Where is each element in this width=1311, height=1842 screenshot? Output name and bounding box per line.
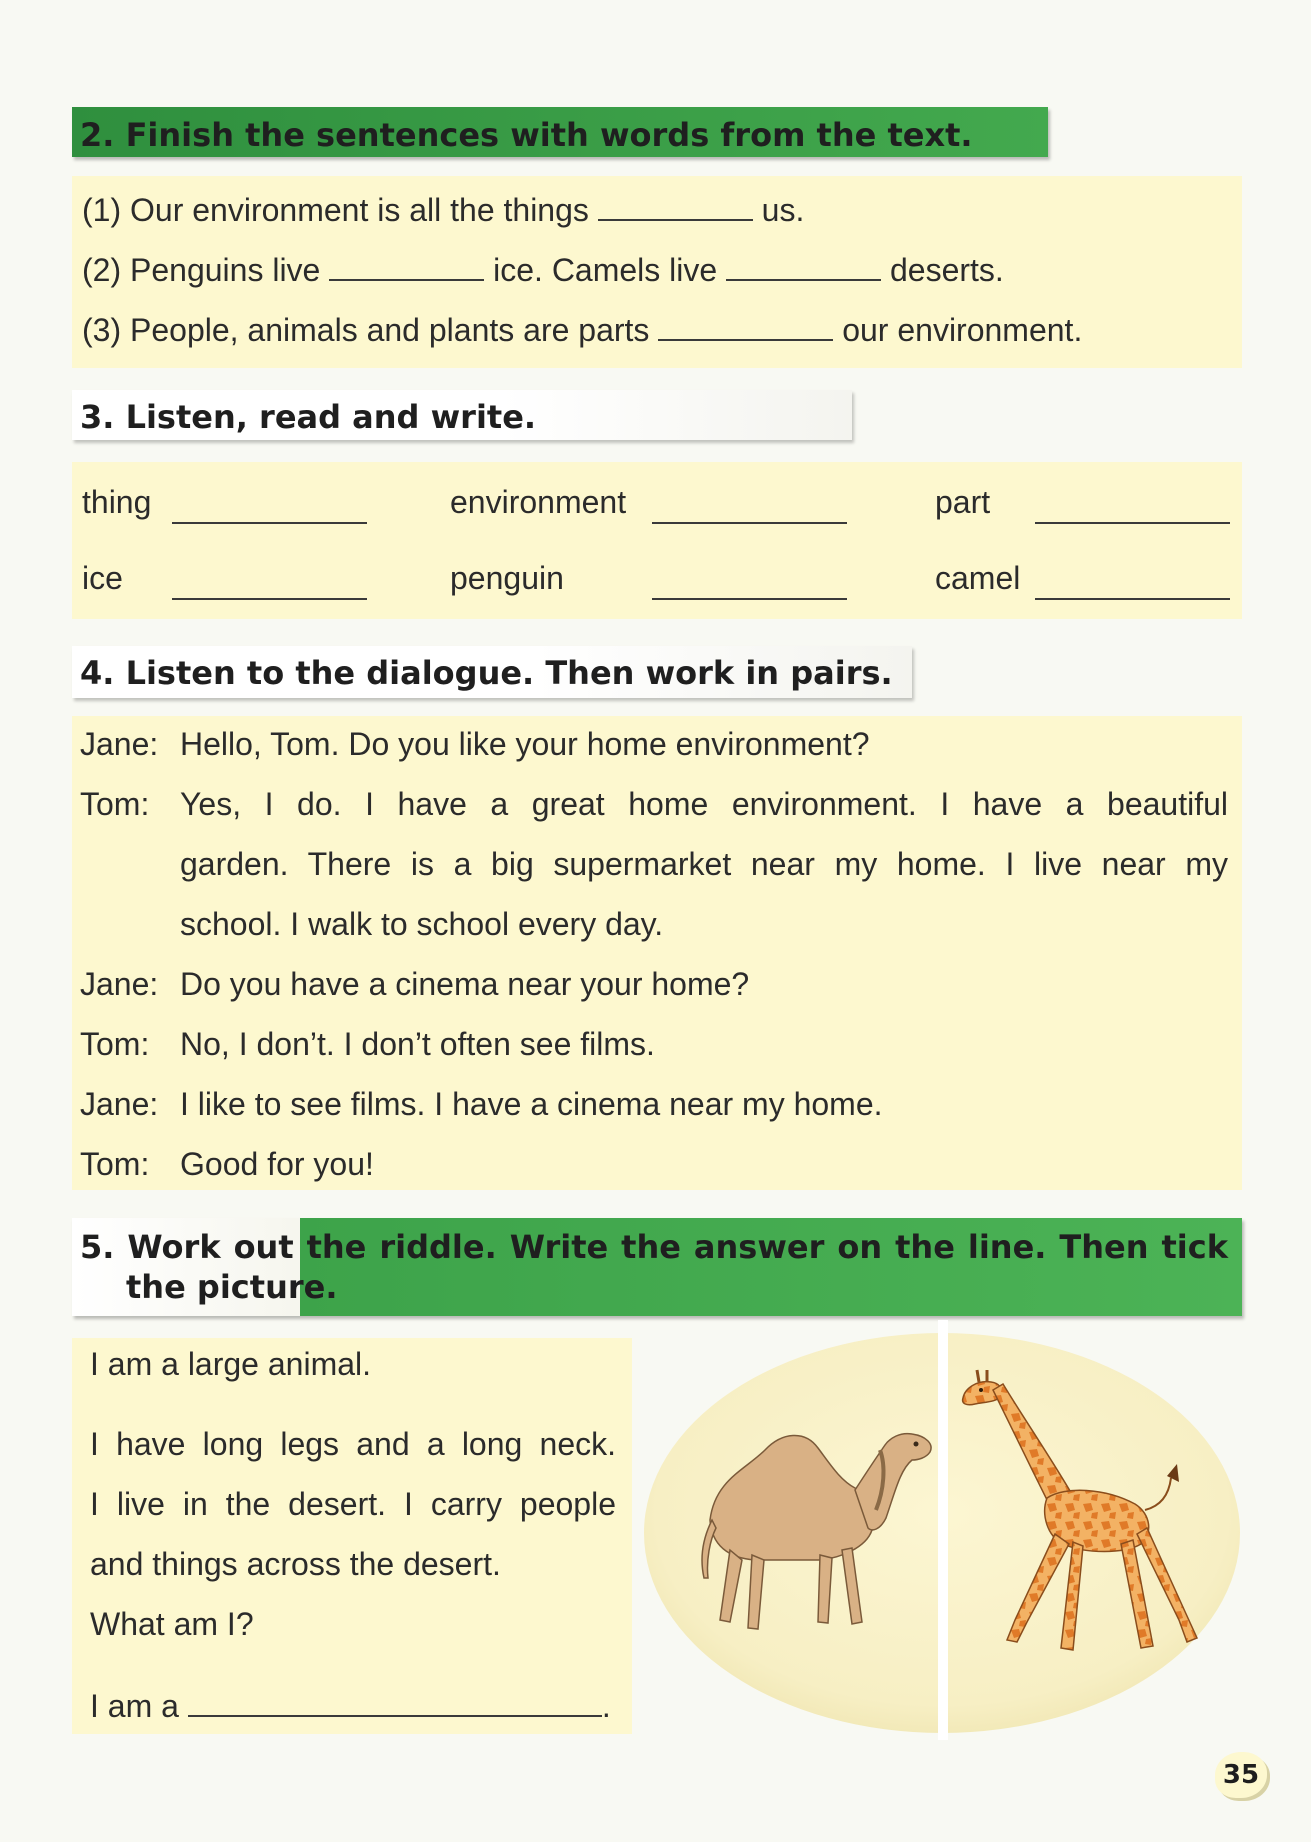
section3-heading: 3. Listen, read and write. [72, 390, 852, 440]
blank-1[interactable] [598, 193, 753, 221]
blank-2[interactable] [329, 253, 484, 281]
answer-blank[interactable] [188, 1689, 602, 1717]
tom-line-a: Yes, I do. I have a great home environment. I have a beautiful [180, 786, 1228, 822]
blank-ice[interactable] [172, 572, 367, 600]
section3-panel [72, 462, 1242, 619]
word-camel: camel [935, 560, 1021, 596]
blank-camel[interactable] [1035, 572, 1230, 600]
line-text: Do you have a cinema near your home? [180, 966, 750, 1002]
camel-picture[interactable] [690, 1410, 940, 1640]
speaker: Jane: [80, 1086, 159, 1122]
giraffe-picture[interactable] [955, 1358, 1205, 1668]
word-ice: ice [82, 560, 123, 596]
riddle-line-2: I have long legs and a long neck. [90, 1426, 616, 1462]
sentence-1: (1) Our environment is all the things us. [82, 192, 805, 228]
riddle-line-5: What am I? [90, 1606, 254, 1642]
tom-line-b: garden. There is a big supermarket near my home. I live near my [180, 846, 1228, 882]
speaker: Tom: [80, 1026, 150, 1062]
speaker: Tom: [80, 786, 150, 822]
line-text: Good for you! [180, 1146, 374, 1182]
line-text: No, I don’t. I don’t often see films. [180, 1026, 655, 1062]
riddle-line-3: I live in the desert. I carry people [90, 1486, 616, 1522]
answer-line: I am a . [90, 1688, 611, 1724]
section5-heading-line1: 5. Work out the riddle. Write the answer on the line. Then tick [80, 1228, 1228, 1266]
speaker: Tom: [80, 1146, 150, 1182]
section2-heading: 2. Finish the sentences with words from the text. [72, 107, 1048, 157]
line-text: Hello, Tom. Do you like your home environment? [180, 726, 870, 762]
tom-line-c: school. I walk to school every day. [180, 906, 664, 942]
speaker: Jane: [80, 966, 159, 1002]
blank-environment[interactable] [652, 496, 847, 524]
page-number: 35 [1222, 1760, 1260, 1790]
blank-part[interactable] [1035, 496, 1230, 524]
riddle-panel [72, 1338, 632, 1734]
blank-thing[interactable] [172, 496, 367, 524]
blank-4[interactable] [658, 313, 833, 341]
word-penguin: penguin [450, 560, 564, 596]
section2-panel [72, 176, 1242, 368]
section5-heading-line2: the picture. [126, 1268, 338, 1306]
line-text: I like to see films. I have a cinema near my home. [180, 1086, 883, 1122]
blank-penguin[interactable] [652, 572, 847, 600]
page-number-badge [1215, 1752, 1267, 1798]
sentence-3: (3) People, animals and plants are parts our environment. [82, 312, 1083, 348]
word-environment: environment [450, 484, 627, 520]
word-part: part [935, 484, 991, 520]
riddle-line-4: and things across the desert. [90, 1546, 501, 1582]
riddle-line-1: I am a large animal. [90, 1346, 372, 1382]
section4-heading: 4. Listen to the dialogue. Then work in pairs. [72, 646, 912, 698]
sentence-2: (2) Penguins live ice. Camels live deserts. [82, 252, 1004, 288]
speaker: Jane: [80, 726, 159, 762]
word-thing: thing [82, 484, 152, 520]
blank-3[interactable] [726, 253, 881, 281]
